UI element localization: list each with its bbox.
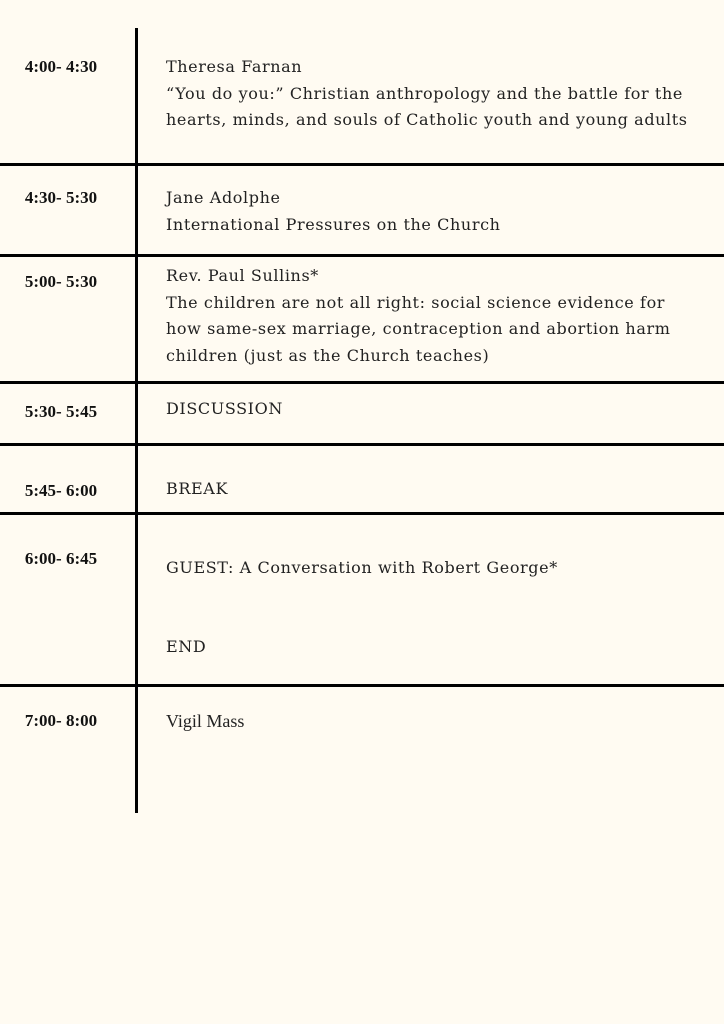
time-slot: 6:00- 6:45 bbox=[24, 549, 98, 568]
row-divider bbox=[0, 443, 724, 446]
session-label: GUEST: A Conversation with Robert George* bbox=[166, 558, 558, 577]
session-label: BREAK bbox=[166, 479, 228, 498]
row-divider bbox=[0, 684, 724, 687]
time-slot: 5:30- 5:45 bbox=[24, 402, 98, 421]
time-slot: 7:00- 8:00 bbox=[24, 711, 98, 730]
time-slot: 4:00- 4:30 bbox=[24, 57, 98, 76]
speaker-name: Jane Adolphe bbox=[166, 188, 281, 207]
time-slot: 4:30- 5:30 bbox=[24, 188, 98, 207]
column-divider bbox=[135, 28, 138, 813]
session-label: DISCUSSION bbox=[166, 399, 283, 418]
session-title: “You do you:” Christian anthropology and the battle for the hearts, minds, and souls of Catholic youth and young adults bbox=[166, 83, 688, 129]
row-divider bbox=[0, 381, 724, 384]
session-content bbox=[166, 54, 696, 134]
row-divider bbox=[0, 163, 724, 166]
speaker-name: Theresa Farnan bbox=[166, 57, 303, 76]
end-label: END bbox=[166, 637, 207, 656]
session-content bbox=[166, 185, 696, 238]
row-divider bbox=[0, 254, 724, 257]
session-title: International Pressures on the Church bbox=[166, 214, 501, 234]
session-title: The children are not all right: social science evidence for how same-sex marriage, contraception and abortion harm children (just as the Church teaches) bbox=[166, 292, 671, 365]
speaker-name: Rev. Paul Sullins* bbox=[166, 266, 319, 285]
time-slot: 5:45- 6:00 bbox=[24, 481, 98, 500]
session-content bbox=[166, 263, 696, 369]
row-divider bbox=[0, 512, 724, 515]
time-slot: 5:00- 5:30 bbox=[24, 272, 98, 291]
session-label: Vigil Mass bbox=[166, 711, 245, 731]
